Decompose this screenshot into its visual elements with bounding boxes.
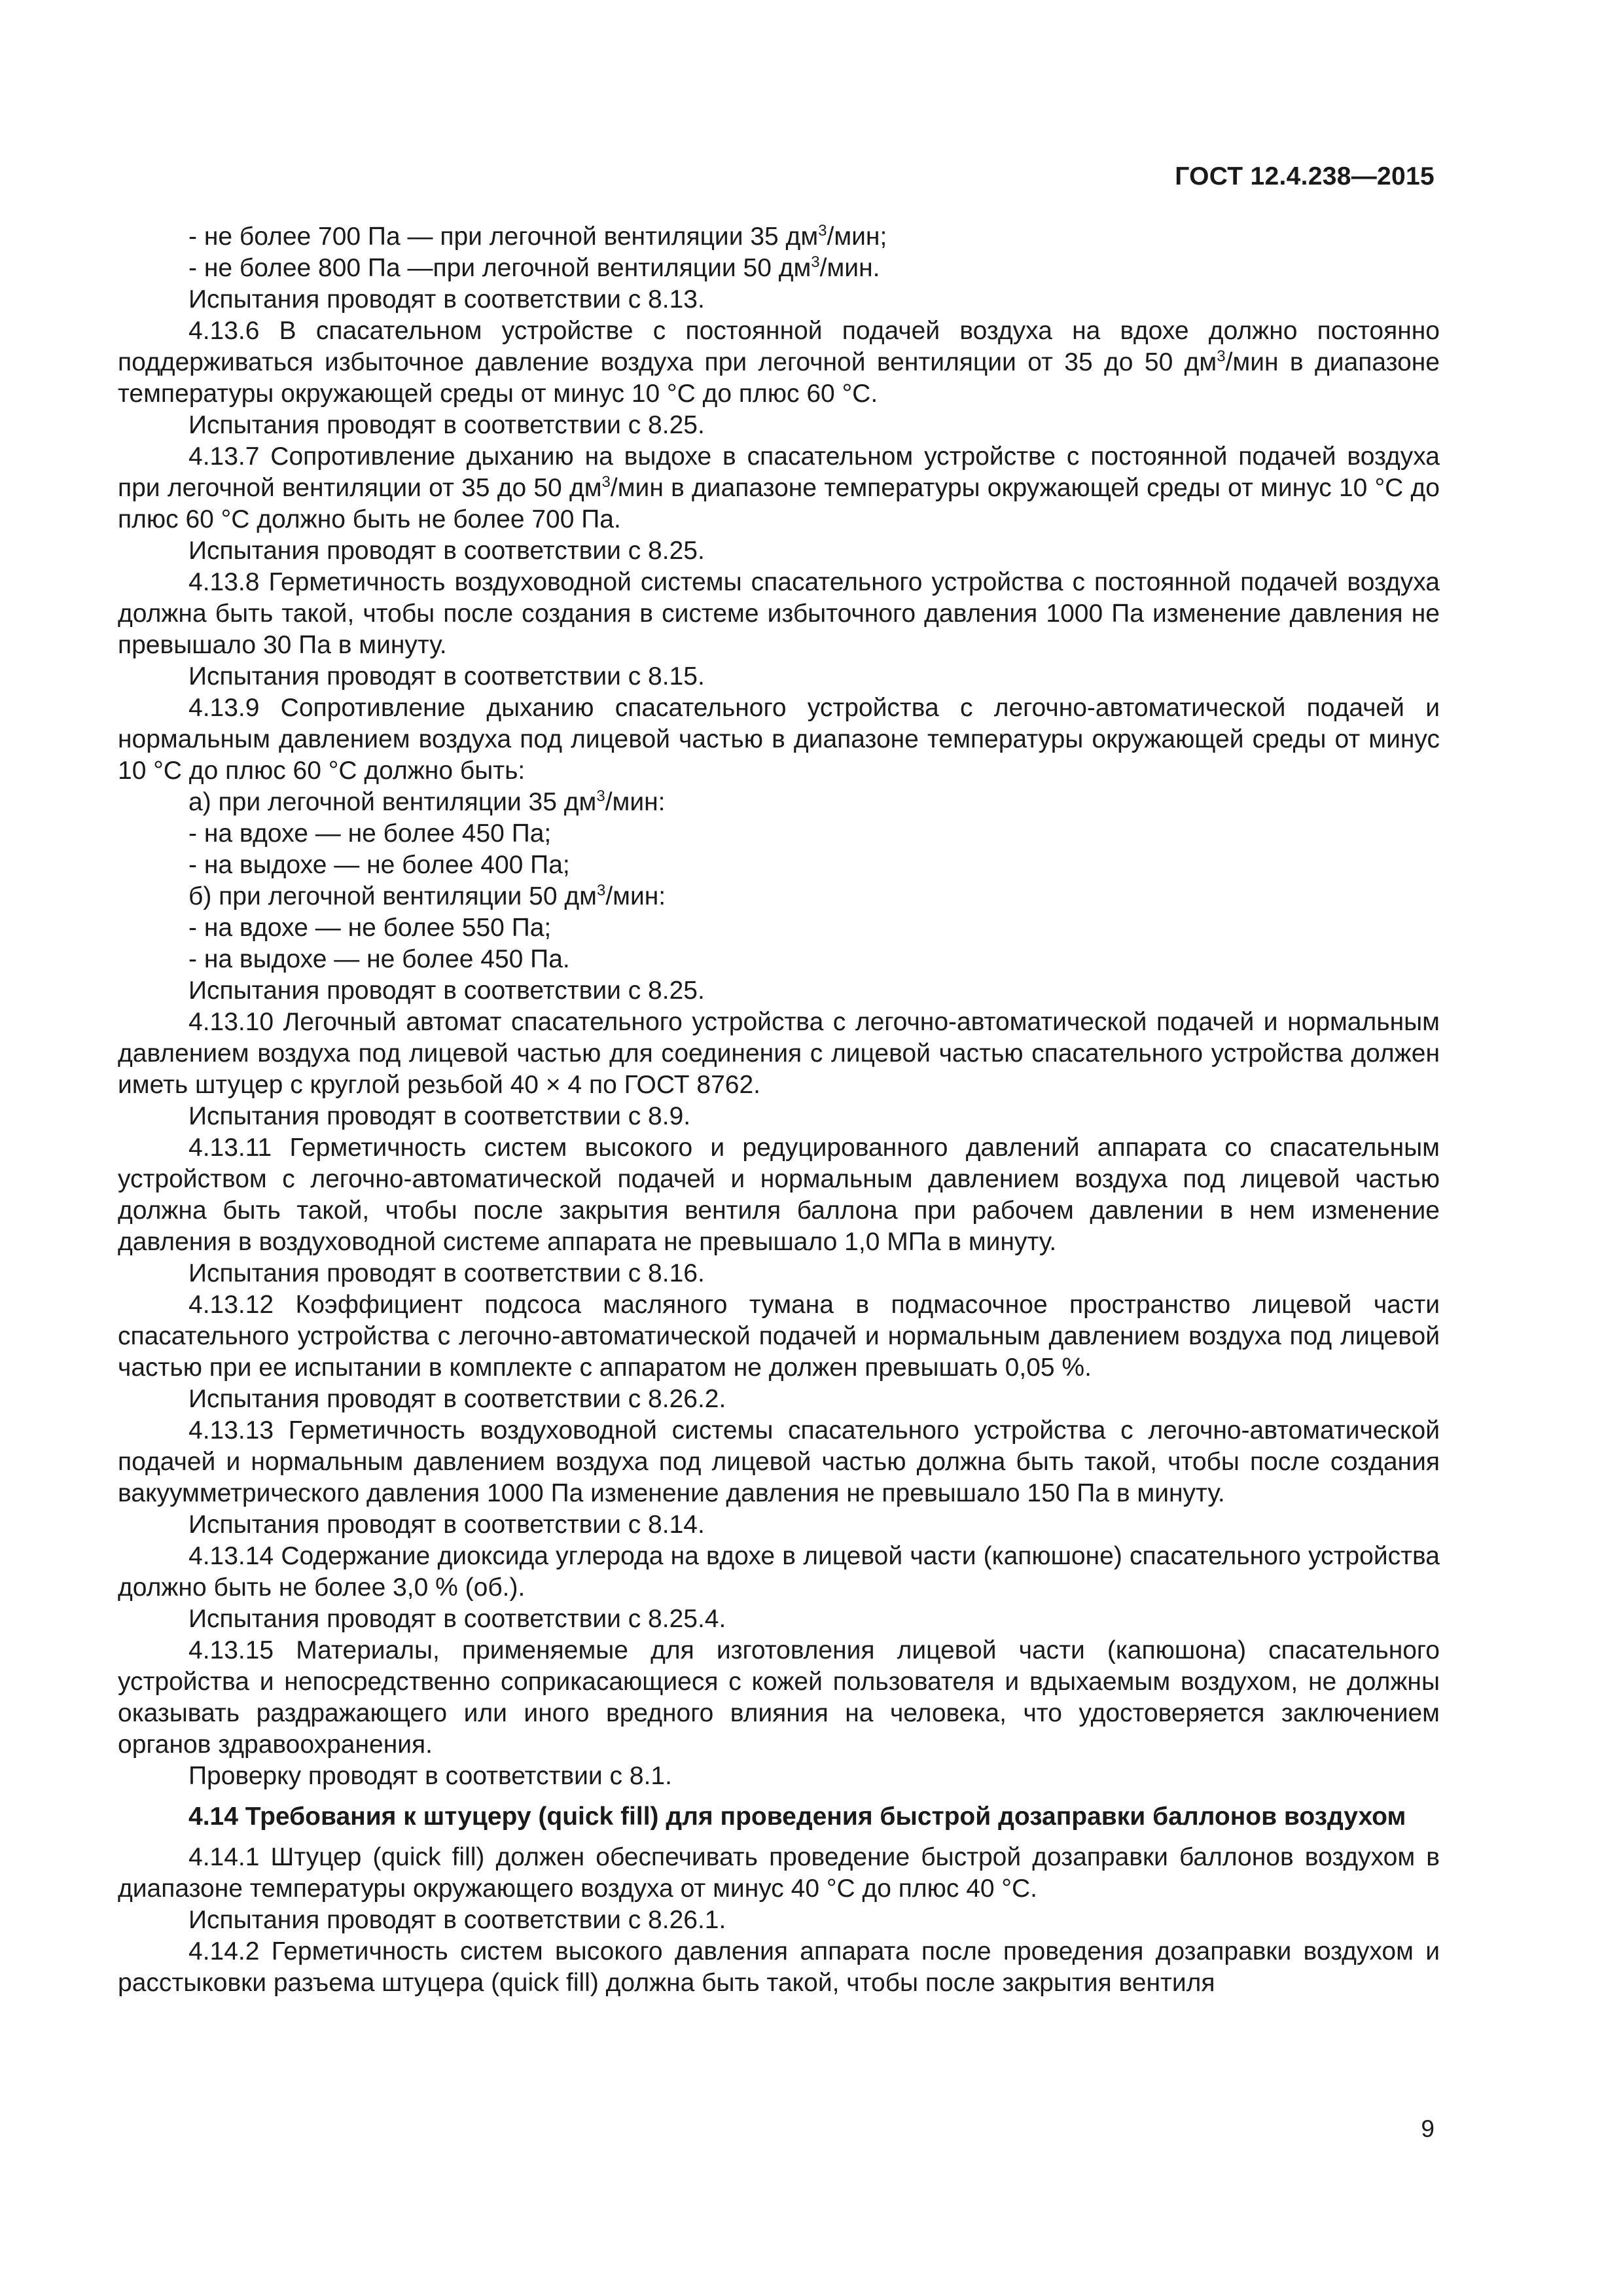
document-header: ГОСТ 12.4.238—2015 [1175, 162, 1435, 190]
section-heading-4-14: 4.14 Требования к штуцеру (quick fill) для проведения быстрой дозаправки баллонов воздухом [188, 1803, 1406, 1831]
document-body [118, 221, 1440, 1999]
clause-4-13-12: 4.13.12 Коэффициент подсоса масляного тумана в подмасочное пространство лицевой части спасательного устройства с легочно-автоматической подачей и нормальным давлением воздуха под лицевой частью при ее испытании в комплекте с аппаратом не должен превышать 0,05 %. [118, 1291, 1440, 1382]
clause-4-13-9: 4.13.9 Сопротивление дыханию спасательного устройства с легочно-автоматической подачей и нормальным давлением воздуха под лицевой частью в диапазоне температуры окружающей среды от минус 10 °С до плюс 60 °С должно быть: [118, 694, 1440, 785]
clause-4-14-1: 4.14.1 Штуцер (quick fill) должен обеспечивать проведение быстрой дозаправки баллонов воздухом в диапазоне температуры окружающего воздуха от минус 40 °С до плюс 40 °С. [118, 1843, 1440, 1903]
page-number: 9 [1421, 2115, 1435, 2142]
clause-4-13-10: 4.13.10 Легочный автомат спасательного устройства с легочно-автоматической подачей и нормальным давлением воздуха под лицевой частью для соединения с лицевой частью спасательного устройства должен иметь штуцер с круглой резьбой 40 × 4 по ГОСТ 8762. [118, 1008, 1440, 1099]
test-reference: Испытания проводят в соответствии с 8.25. [188, 411, 705, 439]
test-reference: Испытания проводят в соответствии с 8.9. [188, 1102, 691, 1130]
list-item: б) при легочной вентиляции 50 $дм^3$/мин: [188, 882, 666, 910]
test-reference: Испытания проводят в соответствии с 8.26.2. [188, 1385, 726, 1413]
test-reference: Испытания проводят в соответствии с 8.14. [188, 1511, 705, 1539]
clause-4-13-7: 4.13.7 Сопротивление дыханию на выдохе в спасательном устройстве с постоянной подачей воздуха при легочной вентиляции от 35 до 50 $дм^3$/мин в диапазоне температуры окружающей среды от минус 10 °С до плюс 60 °С должно быть не более 700 Па. [118, 442, 1440, 533]
clause-4-13-13: 4.13.13 Герметичность воздуховодной системы спасательного устройства с легочно-автоматической подачей и нормальным давлением воздуха под лицевой частью должна быть такой, чтобы после создания вакуумметрического давления 1000 Па изменение давления не превышало 150 Па в минуту. [118, 1416, 1440, 1507]
list-item: - на выдохе — не более 400 Па; [188, 851, 570, 879]
clause-4-13-15: 4.13.15 Материалы, применяемые для изготовления лицевой части (капюшона) спасательного устройства и непосредственно соприкасающиеся с кожей пользователя и вдыхаемым воздухом, не должны оказывать раздражающего или иного вредного влияния на человека, что удостоверяется заключением органов здравоохранения. [118, 1636, 1440, 1759]
test-reference: Испытания проводят в соответствии с 8.15. [188, 662, 705, 691]
test-reference: Проверку проводят в соответствии с 8.1. [188, 1762, 672, 1790]
clause-4-13-8: 4.13.8 Герметичность воздуховодной системы спасательного устройства с постоянной подачей воздуха должна быть такой, чтобы после создания в системе избыточного давления 1000 Па изменение давления не превышало 30 Па в минуту. [118, 568, 1440, 659]
clause-4-13-6: 4.13.6 В спасательном устройстве с постоянной подачей воздуха на вдохе должно постоянно поддерживаться избыточное давление воздуха при легочной вентиляции от 35 до 50 $дм^3$/мин в диапазоне температуры окружающей среды от минус 10 °С до плюс 60 °С. [118, 317, 1440, 408]
list-item: - не более 800 Па —при легочной вентиляции 50 $дм^3$/мин. [188, 253, 880, 282]
list-item: - на вдохе — не более 550 Па; [188, 914, 552, 942]
list-item: - на вдохе — не более 450 Па; [188, 819, 552, 848]
clause-4-13-11: 4.13.11 Герметичность систем высокого и редуцированного давлений аппарата со спасательным устройством с легочно-автоматической подачей и нормальным давлением воздуха под лицевой частью должна быть такой, чтобы после закрытия вентиля баллона при рабочем давлении в нем изменение давления в воздуховодной системе аппарата не превышало 1,0 МПа в минуту. [118, 1134, 1440, 1256]
test-reference: Испытания проводят в соответствии с 8.13. [188, 285, 705, 314]
list-item: - на выдохе — не более 450 Па. [188, 945, 570, 973]
clause-4-13-14: 4.13.14 Содержание диоксида углерода на вдохе в лицевой части (капюшоне) спасательного устройства должно быть не более 3,0 % (об.). [118, 1542, 1440, 1602]
list-item: а) при легочной вентиляции 35 $дм^3$/мин: [188, 787, 666, 816]
test-reference: Испытания проводят в соответствии с 8.25. [188, 977, 705, 1005]
test-reference: Испытания проводят в соответствии с 8.25.4. [188, 1605, 726, 1633]
clause-4-14-2: 4.14.2 Герметичность систем высокого давления аппарата после проведения дозаправки воздухом и расстыковки разъема штуцера (quick fill) должна быть такой, чтобы после закрытия вентиля [118, 1937, 1440, 1997]
list-item: - не более 700 Па — при легочной вентиляции 35 $дм^3$/мин; [188, 222, 887, 251]
test-reference: Испытания проводят в соответствии с 8.16. [188, 1259, 705, 1287]
test-reference: Испытания проводят в соответствии с 8.26.1. [188, 1906, 726, 1934]
test-reference: Испытания проводят в соответствии с 8.25. [188, 537, 705, 565]
